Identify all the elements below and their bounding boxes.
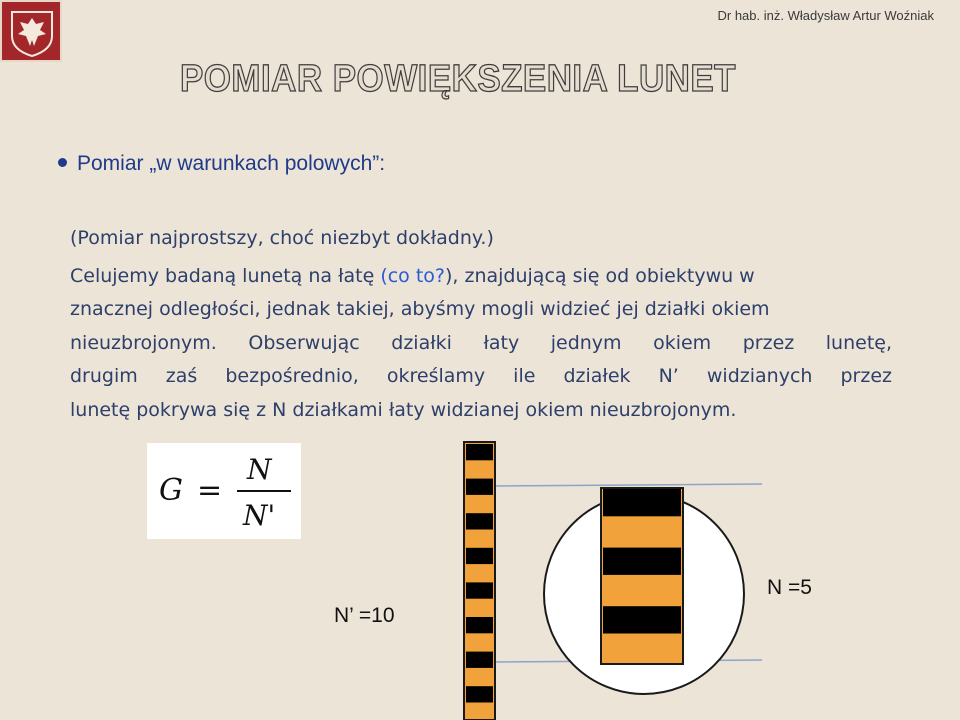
small-rod-division [466, 513, 493, 529]
paragraph-line-3: znacznej odległości, jednak takiej, abyśmy mogli widzieć jej działki okiem [70, 298, 770, 320]
small-rod-division [466, 686, 493, 702]
paragraph-line-4: nieuzbrojonym. Obserwując działki łaty jednym okiem przez lunetę, [70, 331, 892, 354]
formula-numerator: N [247, 453, 272, 486]
small-rod-division [466, 617, 493, 633]
big-rod-division [603, 489, 681, 516]
formula-lhs: G [159, 473, 183, 508]
variable-n-prime: N’ [658, 365, 679, 387]
small-rod-division [466, 548, 493, 564]
paragraph-line-1: (Pomiar najprostszy, choć niezbyt dokładny.) [70, 227, 494, 249]
formula-equals: = [197, 473, 223, 508]
label-n-prime: N’ =10 [334, 604, 395, 627]
top-guide-line [496, 484, 762, 486]
page-title: POMIAR POWIĘKSZENIA LUNET [180, 58, 736, 100]
label-n: N =5 [767, 576, 812, 599]
naked-eye-rod [464, 442, 495, 720]
small-rod-division [466, 652, 493, 668]
what-is-it-link[interactable]: (co to? [380, 264, 445, 287]
big-rod-division [603, 548, 681, 575]
author-name: Dr hab. inż. Władysław Artur Woźniak [717, 8, 934, 23]
variable-n: N [272, 398, 287, 421]
line-6-start: lunetę pokrywa się z [70, 398, 273, 421]
formula-denominator: N' [243, 499, 276, 532]
line-2-start: Celujemy badaną lunetą na łatę [70, 264, 381, 287]
line-2-end: ), znajdującą się od obiektywu w [445, 264, 755, 287]
big-rod-division [603, 606, 681, 633]
line-5-start: drugim zaś bezpośrednio, określamy ile działek [70, 365, 659, 387]
small-rod-division [466, 444, 493, 460]
line-6-end: działkami łaty widzianej okiem nieuzbrojonym. [286, 398, 737, 421]
bullet-text: Pomiar „w warunkach polowych”: [77, 152, 386, 175]
line-5-end: widzianych przez [678, 365, 892, 387]
magnified-rod [601, 488, 683, 664]
small-rod-division [466, 582, 493, 598]
small-rod-division [466, 479, 493, 495]
